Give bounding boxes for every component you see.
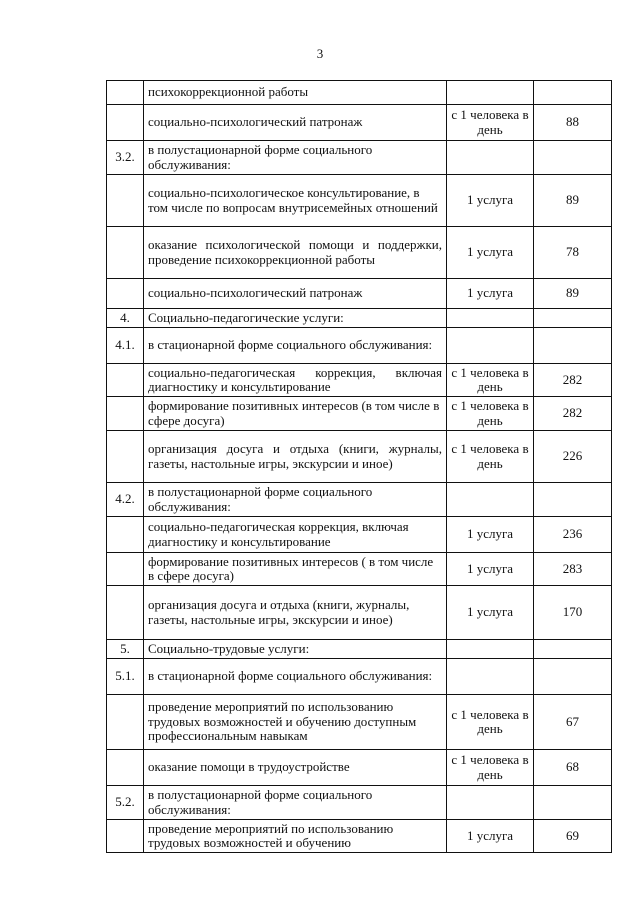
tariff-value: 88 [534, 105, 612, 141]
row-number [107, 695, 144, 750]
tariff-value: 170 [534, 586, 612, 640]
row-number [107, 279, 144, 309]
service-description: формирование позитивных интересов (в том числе в сфере досуга) [144, 397, 447, 431]
row-number: 4.1. [107, 328, 144, 364]
service-description: в полустационарной форме социального обслуживания: [144, 483, 447, 517]
table-row [107, 431, 612, 483]
table-row [107, 227, 612, 279]
unit-of-service [447, 640, 534, 659]
table-row [107, 328, 612, 364]
table-row [107, 659, 612, 695]
tariff-value: 226 [534, 431, 612, 483]
tariff-value: 89 [534, 175, 612, 227]
service-description: в полустационарной форме социального обслуживания: [144, 141, 447, 175]
section-heading: Социально-педагогические услуги: [144, 309, 447, 328]
unit-of-service: с 1 человека в день [447, 105, 534, 141]
unit-of-service: 1 услуга [447, 553, 534, 586]
service-description: организация досуга и отдыха (книги, журналы, газеты, настольные игры, экскурсии и иное) [144, 586, 447, 640]
service-description: социально-психологический патронаж [144, 105, 447, 141]
tariff-value [534, 328, 612, 364]
service-description: психокоррекционной работы [144, 81, 447, 105]
row-number: 5.2. [107, 786, 144, 820]
table-row [107, 105, 612, 141]
unit-of-service [447, 328, 534, 364]
tariff-value: 67 [534, 695, 612, 750]
unit-of-service: 1 услуга [447, 279, 534, 309]
section-heading: Социально-трудовые услуги: [144, 640, 447, 659]
tariff-value: 69 [534, 820, 612, 853]
service-description: формирование позитивных интересов ( в том числе в сфере досуга) [144, 553, 447, 586]
unit-of-service: с 1 человека в день [447, 364, 534, 397]
table-row [107, 175, 612, 227]
tariff-value: 68 [534, 750, 612, 786]
row-number: 5. [107, 640, 144, 659]
row-number [107, 553, 144, 586]
table-row [107, 750, 612, 786]
tariff-value [534, 309, 612, 328]
service-description: социально-психологический патронаж [144, 279, 447, 309]
tariff-value: 89 [534, 279, 612, 309]
service-description: в полустационарной форме социального обслуживания: [144, 786, 447, 820]
unit-of-service [447, 786, 534, 820]
row-number: 5.1. [107, 659, 144, 695]
row-number: 4.2. [107, 483, 144, 517]
row-number: 3.2. [107, 141, 144, 175]
unit-of-service: 1 услуга [447, 820, 534, 853]
services-tariff-table [106, 80, 612, 853]
table-row [107, 586, 612, 640]
unit-of-service [447, 309, 534, 328]
unit-of-service: 1 услуга [447, 227, 534, 279]
unit-of-service: с 1 человека в день [447, 750, 534, 786]
unit-of-service [447, 81, 534, 105]
tariff-value: 282 [534, 364, 612, 397]
service-description: социально-педагогическая коррекция, включая диагностику и консультирование [144, 517, 447, 553]
service-description: проведение мероприятий по использованию трудовых возможностей и обучению [144, 820, 447, 853]
row-number [107, 105, 144, 141]
tariff-value [534, 786, 612, 820]
service-description: социально-педагогическая коррекция, включая диагностику и консультирование [144, 364, 447, 397]
tariff-value: 282 [534, 397, 612, 431]
unit-of-service: с 1 человека в день [447, 397, 534, 431]
row-number [107, 175, 144, 227]
tariff-value: 78 [534, 227, 612, 279]
service-description: в стационарной форме социального обслуживания: [144, 328, 447, 364]
table-row [107, 786, 612, 820]
service-description: социально-психологическое консультирование, в том числе по вопросам внутрисемейных отношений [144, 175, 447, 227]
table-row [107, 309, 612, 328]
unit-of-service [447, 659, 534, 695]
row-number [107, 81, 144, 105]
table-row [107, 695, 612, 750]
service-description: проведение мероприятий по использованию трудовых возможностей и обучению доступным профессиональным навыкам [144, 695, 447, 750]
row-number [107, 227, 144, 279]
row-number [107, 586, 144, 640]
table-row [107, 483, 612, 517]
row-number [107, 750, 144, 786]
table-row [107, 553, 612, 586]
service-description: организация досуга и отдыха (книги, журналы, газеты, настольные игры, экскурсии и иное) [144, 431, 447, 483]
service-description: оказание психологической помощи и поддержки, проведение психокоррекционной работы [144, 227, 447, 279]
page-number: 3 [316, 46, 324, 61]
tariff-value: 236 [534, 517, 612, 553]
unit-of-service: 1 услуга [447, 517, 534, 553]
table-row [107, 141, 612, 175]
table-row [107, 640, 612, 659]
tariff-value [534, 659, 612, 695]
tariff-value: 283 [534, 553, 612, 586]
tariff-value [534, 483, 612, 517]
unit-of-service [447, 141, 534, 175]
table-row [107, 517, 612, 553]
unit-of-service [447, 483, 534, 517]
unit-of-service: с 1 человека в день [447, 431, 534, 483]
row-number [107, 364, 144, 397]
table-row [107, 279, 612, 309]
service-description: в стационарной форме социального обслуживания: [144, 659, 447, 695]
table-row [107, 397, 612, 431]
tariff-value [534, 640, 612, 659]
row-number: 4. [107, 309, 144, 328]
service-description: оказание помощи в трудоустройстве [144, 750, 447, 786]
row-number [107, 517, 144, 553]
tariff-value [534, 141, 612, 175]
unit-of-service: 1 услуга [447, 586, 534, 640]
unit-of-service: 1 услуга [447, 175, 534, 227]
row-number [107, 431, 144, 483]
tariff-value [534, 81, 612, 105]
unit-of-service: с 1 человека в день [447, 695, 534, 750]
row-number [107, 820, 144, 853]
row-number [107, 397, 144, 431]
table-row [107, 364, 612, 397]
table-row [107, 81, 612, 105]
table-row [107, 820, 612, 853]
